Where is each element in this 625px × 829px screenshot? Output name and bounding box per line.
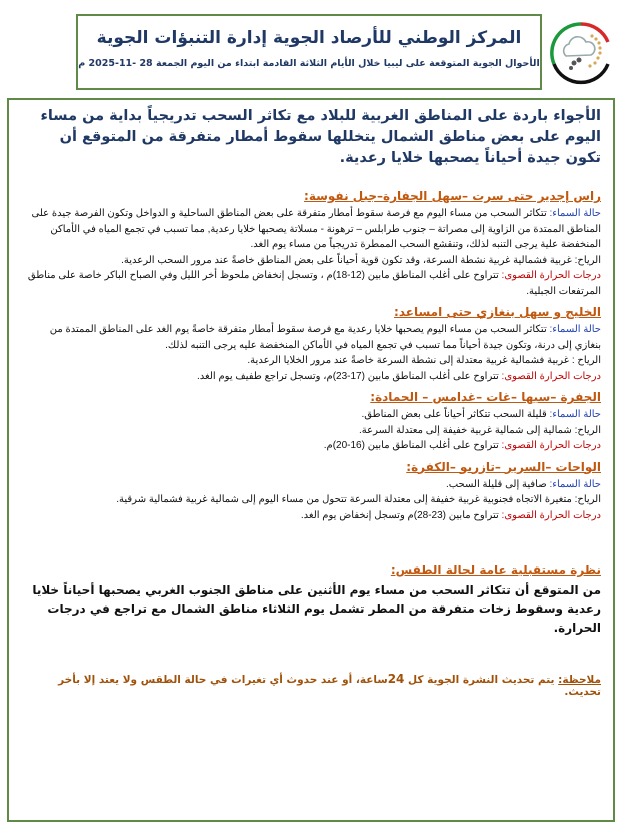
- general-outlook: [21, 563, 601, 638]
- wind-condition: [21, 492, 601, 508]
- wind-label: الرياح:: [574, 424, 601, 436]
- sky-label: حالة السماء:: [549, 324, 601, 335]
- temp-label: درجات الحرارة القصوى:: [501, 440, 601, 451]
- outlook-title: نظرة مستقبلية عامة لحالة الطقس:: [390, 563, 601, 577]
- sky-label: حالة السماء:: [549, 208, 601, 219]
- max-temperature: [21, 508, 601, 524]
- sky-text: تتكاثر السحب من مساء اليوم يصحبها خلايا رعدية مع فرصة سقوط أمطار متفرقة خاصةً يوم الغد على المناطق الممتدة من بنغازي إلى درنة، وتكون جيدة أحياناً مما تسبب في تجمع المياه في الأماكن المنخفضة عليه يرجى التنبه لذلك.: [49, 324, 601, 351]
- temp-label: درجات الحرارة القصوى:: [501, 270, 601, 281]
- region-section-oases-kufra: [21, 460, 601, 524]
- note-text-before: يتم تحديث النشرة الجوية كل: [404, 674, 559, 686]
- sky-label: حالة السماء:: [549, 409, 601, 420]
- region-section-benghazi: [21, 305, 601, 384]
- sky-text: قليلة السحب تتكاثر أحياناً على بعض المناطق.: [361, 409, 550, 420]
- wind-label: الرياح:: [574, 254, 601, 266]
- temp-label: درجات الحرارة القصوى:: [501, 370, 601, 382]
- sky-condition: [21, 322, 601, 353]
- sky-text: تتكاثر السحب من مساء اليوم مع فرصة سقوط أمطار متفرقة على بعض المناطق الساحلية و الدواخل وتكون الفرصة جيدة على المناطق الممتدة من الزاوية إلى مصراتة – جنوب طرابلس – ترهونة - مسلاتة يصحبها خلايا رعدية, مما تسبب في تجمع المياه في الأماكن المنخفضة علية يرجى التنبه لذلك، وتنقشع السحب الممطرة تدريجياً من مساء يوم الغد.: [31, 208, 601, 250]
- outlook-text: من المتوقع أن تتكاثر السحب من مساء يوم الأثنين على مناطق الجنوب الغربي يصحبها أحياناً خلايا رعدية وسقوط زخات متفرقة من المطر تشمل يوم الثلاثاء مناطق الشمال مع تراجع في درجات الحرارة.: [32, 583, 601, 635]
- page-subtitle: الأحوال الجوية المتوقعة على ليبيا خلال الأيام الثلاثة القادمة ابتداء من اليوم الجمعة 28 -11-2025 م: [78, 58, 540, 69]
- wind-condition: [21, 253, 601, 269]
- wind-label: الرياح:: [574, 494, 601, 505]
- wind-condition: [21, 423, 601, 439]
- temp-label: درجات الحرارة القصوى:: [501, 509, 601, 521]
- note-text-after: ساعة، أو عند حدوث أي تغيرات في حالة الطقس ولا يعتد إلا بأخر تحديث.: [58, 674, 601, 698]
- temp-text: تتراوح على أغلب المناطق مابين (16-20)م.: [323, 440, 502, 451]
- note-label: ملاحظة:: [558, 674, 601, 686]
- max-temperature: [21, 369, 601, 385]
- weather-cloud-logo-icon: [548, 20, 614, 86]
- wind-label: الرياح :: [571, 355, 601, 366]
- update-note: [21, 672, 601, 698]
- max-temperature: [21, 438, 601, 454]
- page-title: المركز الوطني للأرصاد الجوية إدارة التنبؤات الجوية: [96, 28, 522, 48]
- sky-condition: [21, 206, 601, 253]
- sky-label: حالة السماء:: [549, 478, 601, 490]
- intro-summary: الأجواء باردة على المناطق الغربية للبلاد مع تكاثر السحب تدريجياً بداية من مساء اليوم على بعض مناطق الشمال يتخللها سقوط أمطار متفرقة من المتوقع أن تكون جيدة أحياناً يصحبها خلايا رعدية.: [40, 108, 601, 166]
- header-box: [76, 14, 542, 90]
- wind-text: شمالية إلى شمالية غربية خفيفة إلى معتدلة السرعة.: [358, 424, 575, 436]
- sky-condition: [21, 477, 601, 493]
- note-hours: 24: [387, 672, 405, 686]
- max-temperature: [21, 268, 601, 299]
- region-title: الواحات –السرير –تازربو –الكفرة:: [406, 459, 601, 474]
- sky-text: صافية إلى قليلة السحب.: [445, 478, 550, 490]
- wind-text: متغيرة الاتجاه فجنوبية غربية خفيفة إلى معتدلة السرعة تتحول من مساء اليوم إلى شمالية غربية فشمالية شرقية.: [116, 494, 575, 505]
- region-title: راس إجدير حتى سرت –سهل الجفارة–جبل نفوسة:: [304, 189, 601, 203]
- forecast-body: [7, 98, 615, 822]
- region-section-west: [21, 189, 601, 299]
- sky-condition: [21, 407, 601, 423]
- wind-text: غربية فشمالية غربية معتدلة إلى نشطة السرعة خاصةً عند مرور الخلايا الرعدية.: [247, 355, 572, 366]
- temp-text: تتراوح على أغلب المناطق مابين (12-18)م ، وتسجل إنخفاض ملحوظ أخر الليل وفي الصباح الباكر خاصة على مناطق المرتفعات الجبلية.: [27, 270, 601, 297]
- temp-text: تتراوح على أغلب المناطق مابين (17-23)م، وتسجل تراجع طفيف يوم الغد.: [197, 370, 502, 382]
- region-section-jufra-sabha: [21, 390, 601, 454]
- wind-condition: [21, 353, 601, 369]
- region-title: الخليج و سهل بنغازي حتى امساعد:: [394, 305, 601, 319]
- region-title: الجفرة –سبها –غات –غدامس – الحمادة:: [370, 390, 601, 404]
- temp-text: تتراوح مابين (23-28)م وتسجل إنخفاض يوم الغد.: [300, 509, 502, 521]
- wind-text: غربية فشمالية غربية نشطة السرعة، وقد تكون قوية أحياناً على بعض المناطق خاصةً عند مرور السحب الرعدية.: [121, 254, 575, 266]
